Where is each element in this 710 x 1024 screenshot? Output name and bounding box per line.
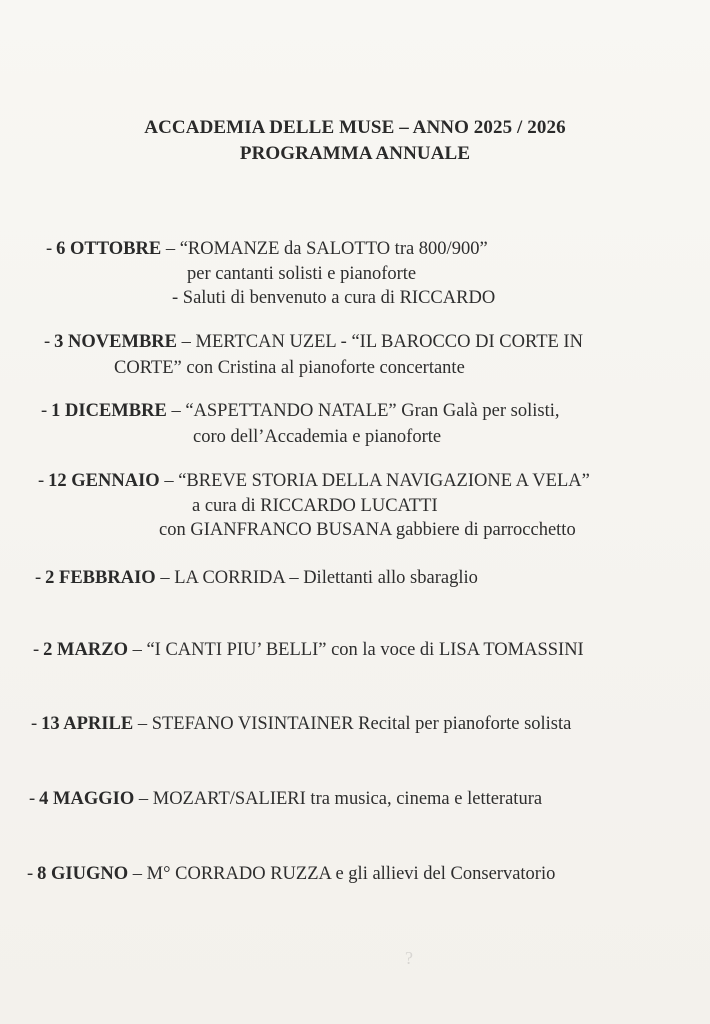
event-3-novembre-line-2: CORTE” con Cristina al pianoforte concertante (114, 358, 465, 378)
event-text: – “ROMANZE da SALOTTO tra 800/900” (165, 239, 488, 259)
document-subtitle: PROGRAMMA ANNUALE (239, 143, 471, 164)
event-1-dicembre-line-1: - 1 DICEMBRE – “ASPETTANDO NATALE” Gran Galà per solisti, (41, 401, 560, 421)
event-date: 12 GENNAIO (48, 471, 160, 491)
event-12-gennaio-line-2: a cura di RICCARDO LUCATTI (192, 496, 438, 516)
event-date: 13 APRILE (41, 714, 134, 734)
event-6-ottobre-line-2: per cantanti solisti e pianoforte (187, 264, 417, 284)
event-text: – “I CANTI PIU’ BELLI” con la voce di LISA TOMASSINI (132, 640, 584, 660)
event-date: 4 MAGGIO (39, 789, 135, 809)
event-date: 8 GIUGNO (37, 864, 129, 884)
event-2-febbraio: - 2 FEBBRAIO – LA CORRIDA – Dilettanti allo sbaraglio (35, 568, 478, 588)
faint-page-mark: ? (405, 948, 413, 968)
event-6-ottobre-line-3: - Saluti di benvenuto a cura di RICCARDO (172, 288, 496, 308)
event-date: 3 NOVEMBRE (54, 332, 177, 352)
event-date: 2 MARZO (43, 640, 128, 660)
document-title: ACCADEMIA DELLE MUSE – ANNO 2025 / 2026 (144, 117, 566, 138)
event-3-novembre-line-1: - 3 NOVEMBRE – MERTCAN UZEL - “IL BAROCCO DI CORTE IN (44, 332, 583, 352)
event-text: – STEFANO VISINTAINER Recital per pianoforte solista (137, 714, 572, 734)
event-text: – “BREVE STORIA DELLA NAVIGAZIONE A VELA” (164, 471, 590, 491)
event-12-gennaio-line-3: con GIANFRANCO BUSANA gabbiere di parrocchetto (159, 520, 576, 540)
event-text: – MOZART/SALIERI tra musica, cinema e letteratura (138, 789, 543, 809)
event-date: 6 OTTOBRE (56, 239, 162, 259)
event-text: – M° CORRADO RUZZA e gli allievi del Conservatorio (132, 864, 556, 884)
event-6-ottobre-line-1: - 6 OTTOBRE – “ROMANZE da SALOTTO tra 800/900” (46, 239, 488, 259)
event-text: – MERTCAN UZEL - “IL BAROCCO DI CORTE IN (181, 332, 583, 352)
event-13-aprile: - 13 APRILE – STEFANO VISINTAINER Recital per pianoforte solista (31, 714, 572, 734)
event-1-dicembre-line-2: coro dell’Accademia e pianoforte (193, 427, 442, 447)
event-4-maggio: - 4 MAGGIO – MOZART/SALIERI tra musica, cinema e letteratura (29, 789, 543, 809)
event-text: – LA CORRIDA – Dilettanti allo sbaraglio (160, 568, 478, 588)
event-8-giugno: - 8 GIUGNO – M° CORRADO RUZZA e gli allievi del Conservatorio (27, 864, 556, 884)
event-date: 1 DICEMBRE (51, 401, 167, 421)
event-12-gennaio-line-1: - 12 GENNAIO – “BREVE STORIA DELLA NAVIGAZIONE A VELA” (38, 471, 590, 491)
event-date: 2 FEBBRAIO (45, 568, 156, 588)
event-2-marzo: - 2 MARZO – “I CANTI PIU’ BELLI” con la voce di LISA TOMASSINI (33, 640, 584, 660)
event-text: – “ASPETTANDO NATALE” Gran Galà per solisti, (171, 401, 560, 421)
